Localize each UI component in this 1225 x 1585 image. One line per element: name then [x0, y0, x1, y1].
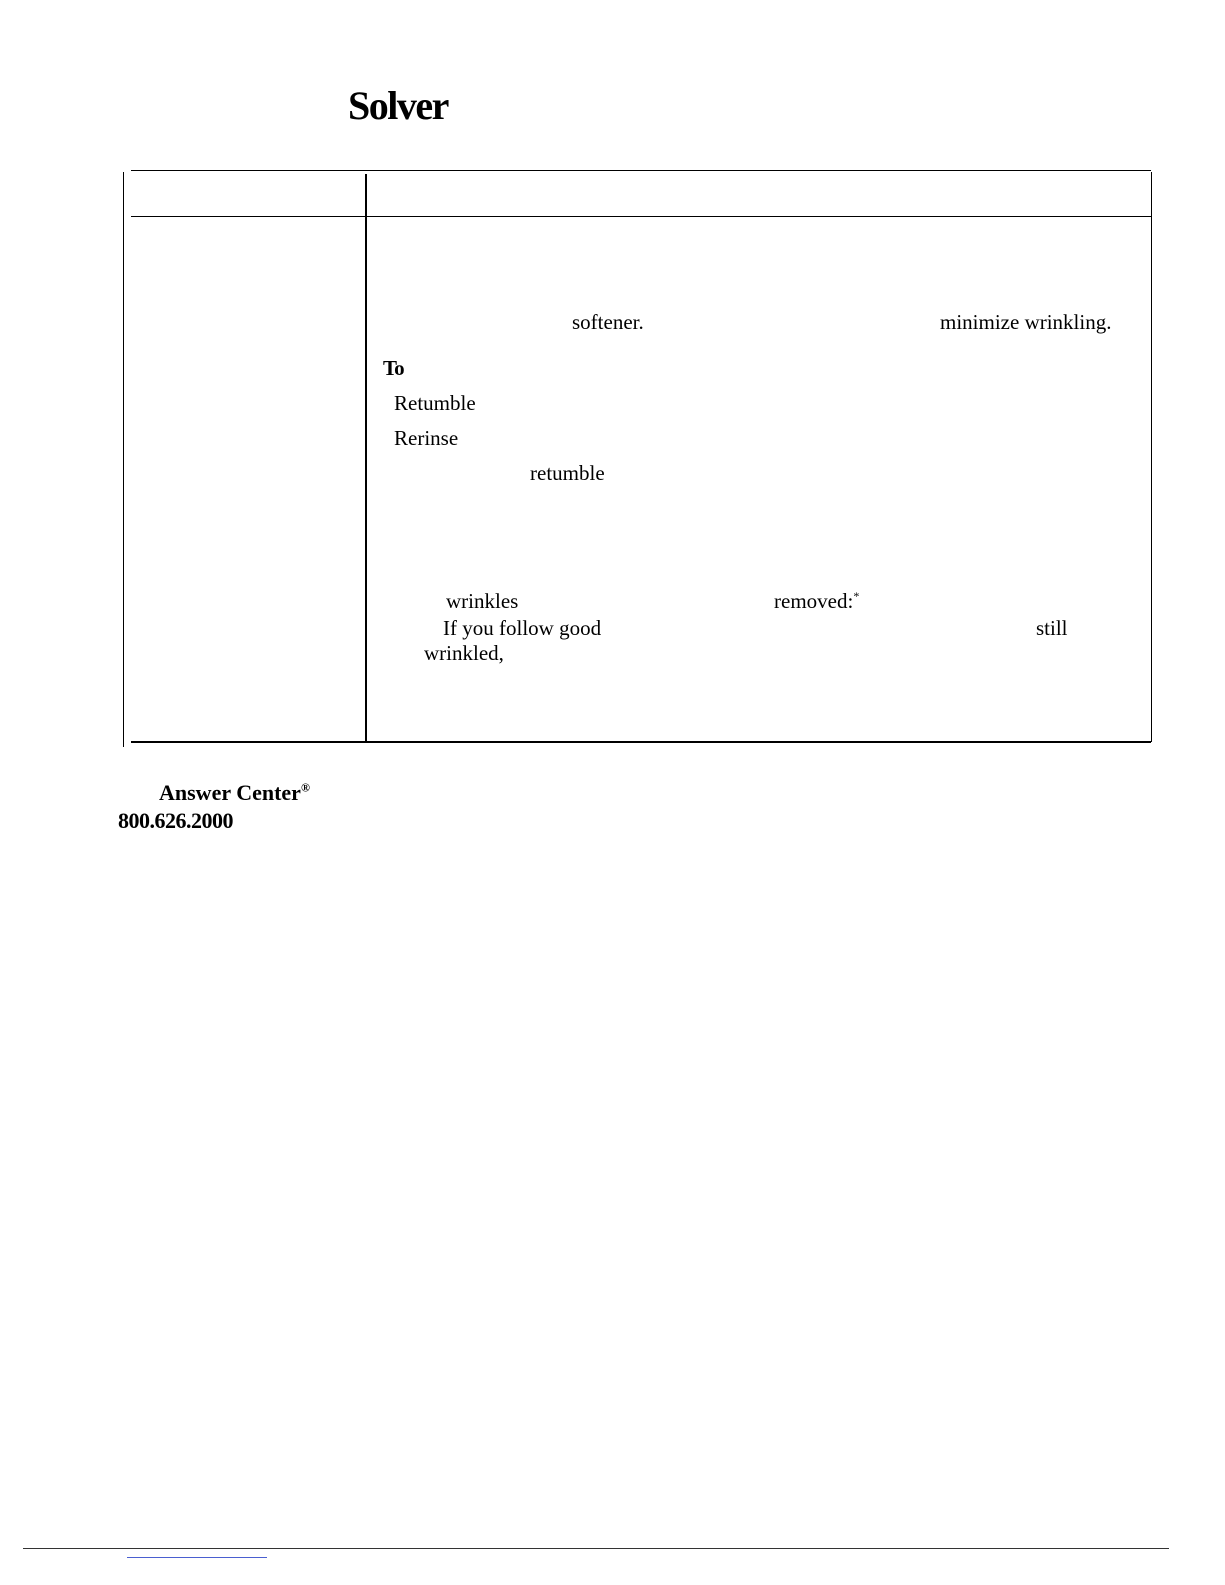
text-to-heading: To: [383, 356, 404, 380]
text-wrinkles: wrinkles: [446, 589, 519, 613]
text-retumble-2: retumble: [530, 461, 605, 485]
table-bottom-rule: [131, 741, 1151, 743]
text-still: still: [1036, 616, 1068, 640]
text-if-you-follow-good: If you follow good: [443, 616, 602, 640]
table-right-border: [1151, 172, 1152, 742]
table-header-rule: [131, 216, 1151, 217]
answer-center-text: Answer Center: [159, 780, 301, 805]
page-bottom-accent-rule: [127, 1557, 267, 1558]
table-top-rule: [131, 170, 1151, 171]
text-wrinkled: wrinkled,: [424, 641, 504, 665]
text-removed-word: removed:: [774, 589, 854, 613]
page-bottom-rule: [23, 1548, 1169, 1549]
table-left-border: [123, 172, 124, 747]
text-rerinse: Rerinse: [394, 426, 459, 450]
text-removed-asterisk: *: [853, 589, 860, 603]
answer-center-phone: 800.626.2000: [118, 808, 233, 833]
page-title: Solver: [348, 83, 448, 128]
text-softener: softener.: [572, 310, 644, 334]
text-removed: [774, 589, 859, 614]
table-column-divider: [365, 174, 367, 742]
text-minimize-wrinkling: minimize wrinkling.: [940, 310, 1112, 334]
registered-mark: ®: [300, 780, 310, 795]
text-retumble-1: Retumble: [394, 391, 476, 415]
answer-center-label: [159, 780, 310, 806]
